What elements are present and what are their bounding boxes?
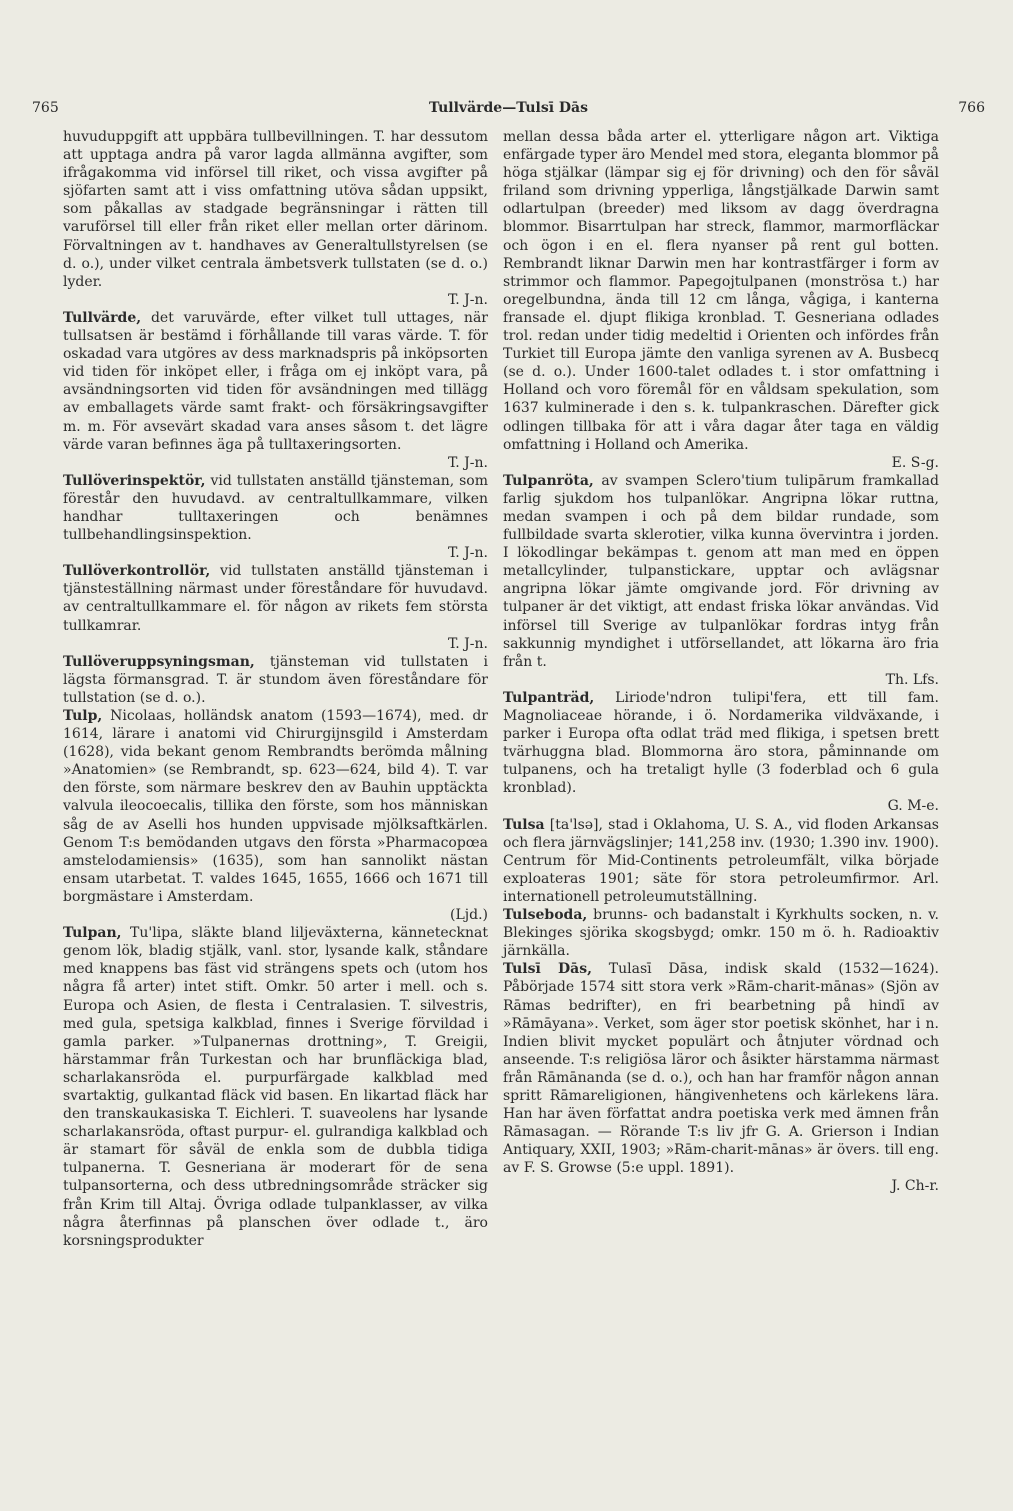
signature: G. M-e. <box>887 798 939 815</box>
entry-headword: Tulp, <box>63 708 103 724</box>
page-number-right: 766 <box>958 100 985 116</box>
entry-tulpanrota: Tulpanröta, av svampen Sclero'tium tulipārum framkallad farlig sjukdom hos tulpanlökar. Angripna lökar ruttna, medan svampen i och på dem bildar rundade, som fullbildade svarta sklerotier, vilka kunna övervintra i jorden. I lökodlingar bekämpas t. genom att man med en öppen metallcylinder, tulpanstickare, upptar och avlägsnar angripna lökar jämte omgivande jord. För drivning av tulpaner är det viktigt, att endast friska lökar användas. Vid införsel till Sverige av tulpanlökar fordras intyg från sakkunnig myndighet i utförsellandet, att lökarna äro fria från t. Th. Lfs. <box>503 472 939 688</box>
signature: (Ljd.) <box>450 907 488 924</box>
entry-tulpan-continued: mellan dessa båda arter el. ytterligare någon art. Viktiga enfärgade typer äro Mendel med stora, eleganta blommor på höga stjälkar (lämpar sig ej för drivning) och den för såväl friland som drivning ypperliga, långstjälkade Darwin samt odlartulpan (breeder) med liksom av dagg överdragna blommor. Bisarrtulpan har streck, flammor, marmorfläckar och ögon i en el. flera nyanser på rent gul botten. Rembrandt liknar Darwin men har kontrastfärger i form av strimmor och flammor. Papegojtulpanen (monströsa t.) har oregelbundna, ända till 12 cm långa, vågiga, i kanterna fransade el. djupt flikiga kronblad. T. Gesneriana odlades trol. redan under tidig medeltid i Orienten och infördes från Turkiet till Europa jämte den vanliga syrenen av A. Busbecq (se d. o.). Under 1600-talet odlades t. i stor omfattning i Holland och voro föremål för en våldsam spekulation, som 1637 kulminerade i den s. k. tulpankraschen. Därefter gick odlingen tillbaka för att i våra dagar åter taga en väldig omfattning i Holland och Amerika. E. S-g. <box>503 129 939 471</box>
entry-headword: Tullöverkontrollör, <box>63 563 211 580</box>
entry-tulpan: Tulpan, Tu'lipa, släkte bland liljeväxterna, kännetecknat genom lök, bladig stjälk, vanl. stor, lysande kalk, ståndare med knappens bas fäst vid strängens spets och (utom hos några få arter) intet stift. Omkr. 50 arter i mell. och s. Europa och Asien, de flesta i Centralasien. T. silvestris, med gula, spetsiga kalkblad, finnes i Sverige förvildad i gamla parker. »Tulpanernas drottning», T. Greigii, härstammar från Turkestan och har brunfläckiga blad, scharlakansröda el. purpurfärgade kalkblad med svartaktig, gulkantad fläck vid basen. En likartad fläck har den transkaukasiska T. Eichleri. T. suaveolens har lysande scharlakansröda, oftast purpur- el. gulrandiga kalkblad och är stamart för såväl de enkla som de dubbla tidiga tulpanerna. T. Gesneriana är moderart för de sena tulpansorterna, och dess utbredningsområde sträcker sig från Krim till Altaj. Övriga odlade tulpanklasser, av vilka några återfinnas på planschen över odlade t., äro korsningsprodukter <box>63 925 488 1249</box>
entry-tulloverkontrollor: Tullöverkontrollör, vid tullstaten anställd tjänsteman i tjänsteställning närmast under föreståndare för huvudavd. av centraltullkammare el. för någon av rikets fem största tullkamrar. T. J-n. <box>63 563 488 652</box>
entry-tulpantrad: Tulpanträd, Liriode'ndron tulipi'fera, ett till fam. Magnoliaceae hörande, i ö. Nordamerika vildväxande, i parker i Europa ofta odlat träd med flikiga, i spetsen brett tvärhuggna blad. Blommorna äro stora, påminnande om tulpanens, och ha tretaligt hylle (3 foderblad och 6 gula kronblad). G. M-e. <box>503 689 939 815</box>
signature: T. J-n. <box>448 291 488 308</box>
entry-headword: Tulpanträd, <box>503 689 595 706</box>
entry-headword: Tullöverinspektör, <box>63 472 206 489</box>
signature: T. J-n. <box>448 454 488 471</box>
signature: J. Ch-r. <box>891 1178 939 1195</box>
entry-headword: Tulsī Dās, <box>503 961 593 978</box>
signature: T. J-n. <box>448 545 488 562</box>
entry-headword: Tulseboda, <box>503 907 588 924</box>
entry-tulloverinspektor: Tullöverinspektör, vid tullstaten anställd tjänsteman, som förestår den huvudavd. av centraltullkammare, vilken handhar tulltaxeringen och benämnes tullbehandlingsinspektion. T. J-n. <box>63 472 488 562</box>
entry-headword: Tulsa <box>503 816 545 833</box>
right-column <box>503 128 939 1196</box>
page-header <box>32 100 985 124</box>
running-title: Tullvärde—Tulsī Dās <box>428 100 589 116</box>
entry-headword: Tullvärde, <box>63 309 142 326</box>
entry-tulsa: Tulsa [ta'lsə], stad i Oklahoma, U. S. A., vid floden Arkansas och flera järnvägslinjer; 141,258 inv. (1930; 1.390 inv. 1900). Centrum för Mid-Continents petroleumfält, vilka började exploateras 1901; säte för stora petroleumfirmor. Arl. internationell petroleumutställning. <box>503 816 939 905</box>
signature: Th. Lfs. <box>885 671 939 688</box>
entry-headword: Tulpan, <box>63 925 122 942</box>
entry-tulsi-das: Tulsī Dās, Tulasī Dāsa, indisk skald (1532—1624). Påbörjade 1574 sitt stora verk »Rām-charit-mānas» (Sjön av Rāmas bedrifter), en fri bearbetning på hindī av »Rāmāyana». Verket, som äger stor poetisk skönhet, har i n. Indien blivit mycket populärt och åtnjuter vördnad och anseende. T:s religiösa läror och åsikter härstamma närmast från Rāmānanda (se d. o.), och han har framför någon annan spritt Rāmareligionen, hängivenhetens och kärlekens lära. Han har även författat andra poetiska verk med ämnen från Rāmasagan. — Rörande T:s liv jfr G. A. Grierson i Indian Antiquary, XXII, 1903; »Rām-charit-mānas» är övers. till eng. av F. S. Growse (5:e uppl. 1891). J. Ch-r. <box>503 961 940 1195</box>
signature: T. J-n. <box>448 635 488 652</box>
entry-tulseboda: Tulseboda, brunns- och badanstalt i Kyrkhults socken, n. v. Blekinges sjörika skogsbygd; omkr. 150 m ö. h. Radioaktiv järnkälla. <box>503 907 939 960</box>
page-number-left: 765 <box>32 100 59 116</box>
left-column <box>63 128 488 1250</box>
signature: E. S-g. <box>891 454 939 471</box>
entry-headword: Tulpanröta, <box>503 472 594 489</box>
entry-tulloveruppsyningsman: Tullöveruppsyningsman, tjänsteman vid tullstaten i lägsta förmansgrad. T. är stundom även föreståndare för tullstation (se d. o.). <box>63 653 488 706</box>
entry-headword: Tullöveruppsyningsman, <box>63 653 255 670</box>
entry-tull-continued: huvuduppgift att uppbära tullbevillningen. T. har dessutom att upptaga andra på varor lagda allmänna avgifter, som ifrågakomma vid införsel till riket, och vissa avgifter på sjöfarten samt att i viss omfattning utöva sådan uppsikt, som påkallas av stadgade begränsningar i rätten till varuförsel till eller från riket eller mellan orter därinom. Förvaltningen av t. handhaves av Generaltullstyrelsen (se d. o.), under vilket centrala ämbetsverk tullstaten (se d. o.) lyder. T. J-n. <box>63 129 488 308</box>
entry-tullvarde: Tullvärde, det varuvärde, efter vilket tull uttages, när tullsatsen är bestämd i förhållande till varas värde. T. för oskadad vara utgöres av dess marknadspris på inköpsorten vid tiden för inköpet eller, i fråga om ej inköpt vara, på avsändningsorten vid tiden för avsändningen med tillägg av emballagets värde samt frakt- och försäkringsavgifter m. m. För avsevärt skadad vara anses såsom t. det lägre värde varan befinnes äga på tulltaxeringsorten. T. J-n. <box>63 309 488 471</box>
entry-tulp: Tulp, Nicolaas, holländsk anatom (1593—1674), med. dr 1614, lärare i anatomi vid Chirurgijnsgild i Amsterdam (1628), vida bekant genom Rembrandts berömda målning »Anatomien» (se Rembrandt, sp. 623—624, bild 4). T. var den förste, som närmare beskrev den av Bauhin upptäckta valvula ileocoecalis, tillika den förste, som hos människan såg de av Aselli hos hunden uppvisade mjölksaftkärlen. Genom T:s bemödanden utgavs den första »Pharmacopœa amstelodamiensis» (1635), som han sannolikt nästan ensam utarbetat. T. valdes 1645, 1655, 1666 och 1671 till borgmästare i Amsterdam. (Ljd.) <box>63 708 488 924</box>
